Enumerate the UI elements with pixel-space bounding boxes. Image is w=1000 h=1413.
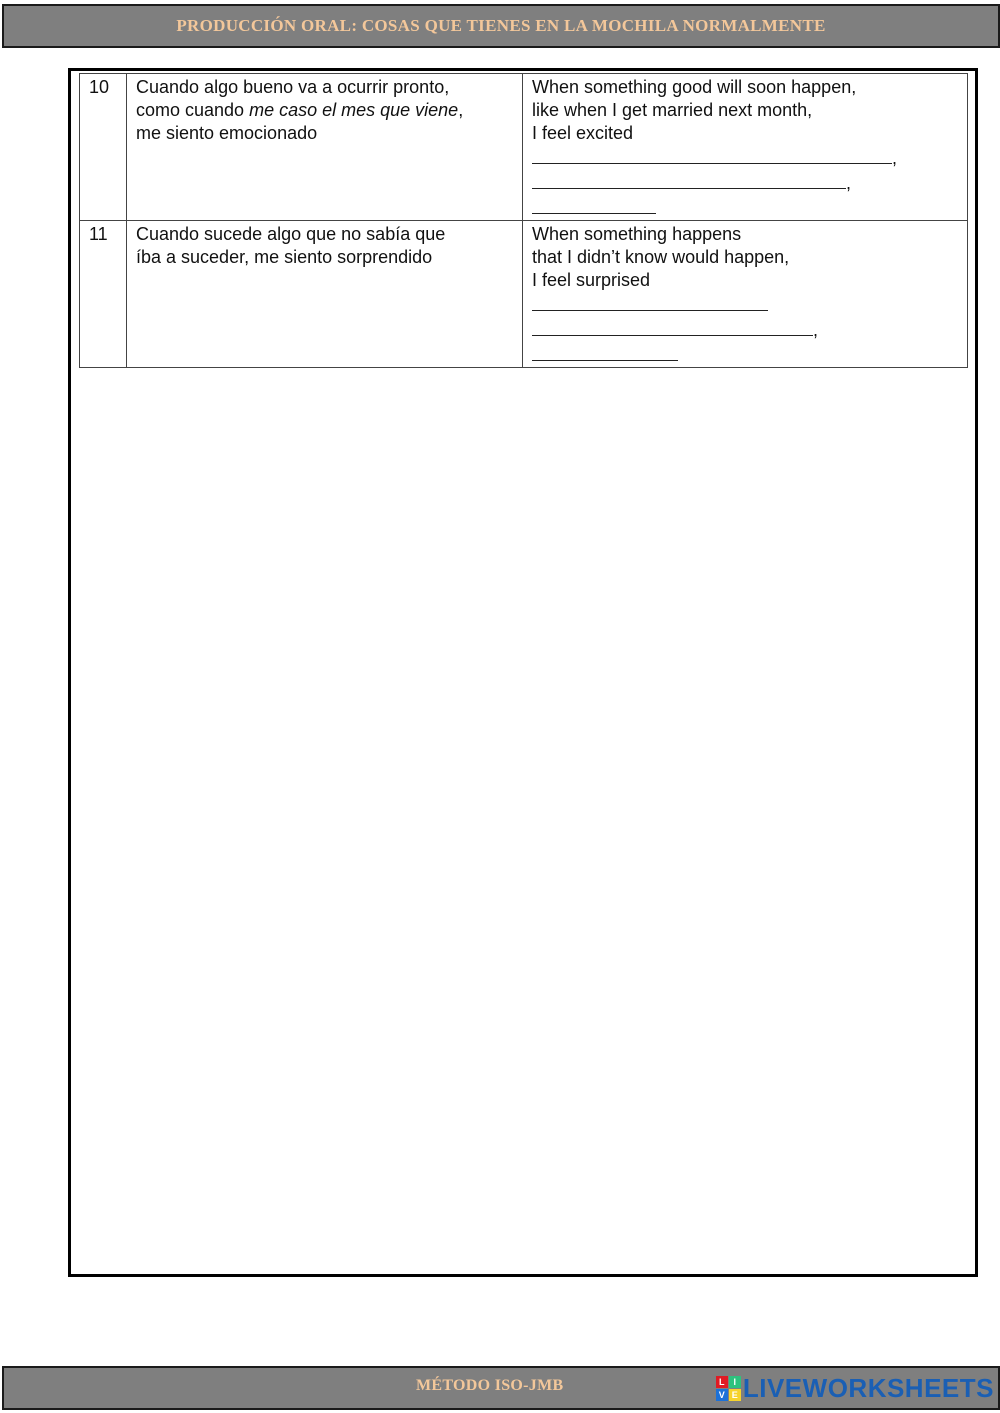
answer-line[interactable]: [532, 292, 958, 317]
spanish-fragment: ,: [458, 100, 464, 120]
english-text: [523, 74, 968, 221]
answer-blank[interactable]: [532, 292, 768, 311]
logo-letter: E: [729, 1389, 741, 1401]
logo-text: LIVEWORKSHEETS: [742, 1373, 994, 1403]
logo-letter: L: [716, 1376, 728, 1388]
spanish-line: íba a suceder, me siento sorprendido: [136, 247, 433, 267]
row-number: 10: [80, 74, 127, 221]
spanish-fragment: como cuando: [136, 100, 250, 120]
answer-line[interactable]: [532, 342, 958, 367]
logo-mark-icon: [716, 1376, 741, 1401]
spanish-line: me siento emocionado: [136, 123, 318, 143]
english-line: When something happens: [532, 224, 742, 244]
comma: ,: [813, 320, 819, 340]
logo-letter: I: [729, 1376, 741, 1388]
english-text: [523, 221, 968, 368]
comma: ,: [892, 148, 898, 168]
table-row: [80, 74, 968, 221]
spanish-text: [127, 221, 523, 368]
answer-blank[interactable]: [532, 145, 892, 164]
english-line: that I didn’t know would happen,: [532, 247, 790, 267]
spanish-italic-example: me caso el mes que viene: [249, 100, 459, 120]
answer-blank[interactable]: [532, 195, 656, 214]
answer-line[interactable]: [532, 170, 958, 195]
footer-title: MÉTODO ISO-JMB: [416, 1377, 564, 1394]
liveworksheets-logo: [716, 1373, 994, 1404]
spanish-text: [127, 74, 523, 221]
table-row: [80, 221, 968, 368]
english-line: I feel excited: [532, 123, 634, 143]
emotions-table: [79, 73, 968, 368]
answer-line[interactable]: [532, 195, 958, 220]
answer-blank[interactable]: [532, 342, 678, 361]
logo-letter: V: [716, 1389, 728, 1401]
answer-line[interactable]: [532, 145, 958, 170]
spanish-line: [136, 99, 513, 122]
english-line: like when I get married next month,: [532, 100, 813, 120]
spanish-line: Cuando sucede algo que no sabía que: [136, 224, 446, 244]
row-number: 11: [80, 221, 127, 368]
answer-blank[interactable]: [532, 317, 813, 336]
footer-banner: [2, 1366, 1000, 1410]
header-title: PRODUCCIÓN ORAL: COSAS QUE TIENES EN LA MOCHILA NORMALMENTE: [176, 16, 826, 35]
english-line: I feel surprised: [532, 270, 651, 290]
header-banner: [2, 4, 1000, 48]
answer-line[interactable]: [532, 317, 958, 342]
spanish-line: Cuando algo bueno va a ocurrir pronto,: [136, 77, 450, 97]
answer-blank[interactable]: [532, 170, 846, 189]
comma: ,: [846, 173, 852, 193]
english-line: When something good will soon happen,: [532, 77, 857, 97]
